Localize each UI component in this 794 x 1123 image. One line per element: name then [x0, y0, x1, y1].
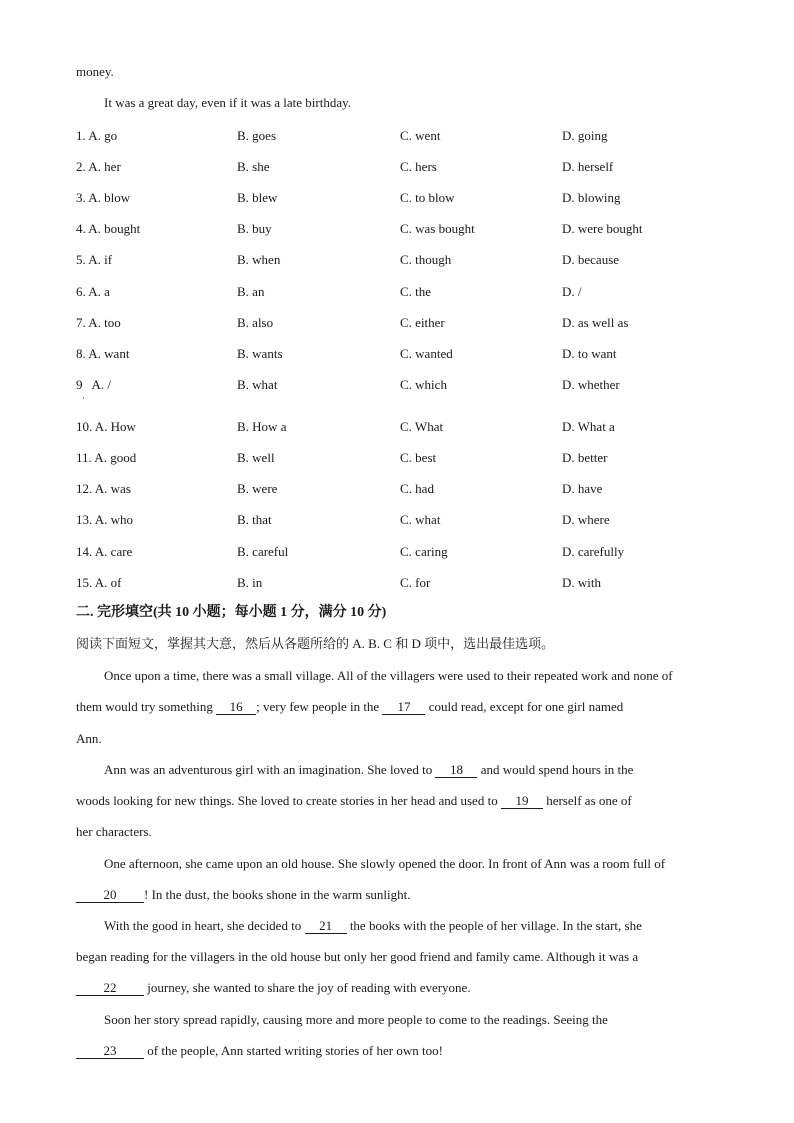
- option-b: B. goes: [237, 128, 276, 143]
- passage-text: herself as one of: [542, 793, 632, 808]
- option-c: C. either: [400, 315, 445, 330]
- option-a: 10. A. How: [76, 419, 136, 434]
- intro-line-1: money.: [76, 64, 114, 79]
- passage-line: Soon her story spread rapidly, causing more and more people to come to the readings. Seeing the: [104, 1012, 608, 1027]
- option-a: 7. A. too: [76, 315, 121, 330]
- option-d: D. where: [562, 512, 610, 527]
- option-c: C. What: [400, 419, 444, 434]
- option-a: 6. A. a: [76, 284, 110, 299]
- blank-20: 20: [76, 888, 144, 903]
- passage-line: [104, 762, 633, 778]
- option-c: C. best: [400, 450, 437, 465]
- passage-text: woods looking for new things. She loved to create stories in her head and used to: [76, 793, 501, 808]
- passage-text: With the good in heart, she decided to: [104, 918, 305, 933]
- option-c: C. what: [400, 512, 441, 527]
- option-a: 9 A. /: [76, 377, 112, 392]
- passage-text: ; very few people in the: [256, 699, 383, 714]
- option-a: 15. A. of: [76, 575, 122, 590]
- passage-line: Ann.: [76, 731, 102, 746]
- passage-text: journey, she wanted to share the joy of reading with everyone.: [144, 980, 471, 995]
- section-heading: 二. 完形填空(共 10 小题；每小题 1 分，满分 10 分): [76, 605, 387, 620]
- option-b: B. what: [237, 377, 278, 392]
- option-d: D. better: [562, 450, 608, 465]
- option-b: B. that: [237, 512, 272, 527]
- option-c: C. had: [400, 481, 434, 496]
- passage-text: could read, except for one girl named: [425, 699, 624, 714]
- option-a: 2. A. her: [76, 159, 121, 174]
- option-d: D. blowing: [562, 190, 621, 205]
- option-b: B. buy: [237, 221, 272, 236]
- passage-line: Once upon a time, there was a small village. All of the villagers were used to their repeated work and none of: [104, 668, 673, 683]
- option-b: B. when: [237, 252, 281, 267]
- passage-line: One afternoon, she came upon an old house. She slowly opened the door. In front of Ann was a room full of: [104, 856, 666, 871]
- option-c: C. the: [400, 284, 432, 299]
- option-b: B. How a: [237, 419, 287, 434]
- option-c: C. though: [400, 252, 452, 267]
- blank-19: 19: [501, 794, 543, 809]
- section-instruction: 阅读下面短文，掌握其大意，然后从各题所给的 A. B. C 和 D 项中，选出最佳选项。: [76, 636, 555, 651]
- option-c: C. for: [400, 575, 431, 590]
- option-a: 13. A. who: [76, 512, 134, 527]
- passage-text: of the people, Ann started writing stories of her own too!: [144, 1043, 443, 1058]
- option-c: C. caring: [400, 544, 448, 559]
- blank-16: 16: [216, 700, 256, 715]
- option-a: 5. A. if: [76, 252, 113, 267]
- option-d: D. going: [562, 128, 608, 143]
- passage-line: [76, 793, 632, 809]
- option-d: D. whether: [562, 377, 620, 392]
- option-b: B. careful: [237, 544, 289, 559]
- option-d: D. What a: [562, 419, 615, 434]
- option-c: C. which: [400, 377, 447, 392]
- option-c: C. wanted: [400, 346, 453, 361]
- option-a: 1. A. go: [76, 128, 118, 143]
- option-d: D. have: [562, 481, 603, 496]
- option-b: B. she: [237, 159, 270, 174]
- option-c: C. to blow: [400, 190, 455, 205]
- option-d: D. as well as: [562, 315, 629, 330]
- option-b: B. also: [237, 315, 274, 330]
- passage-line: [76, 1043, 443, 1059]
- option-d: D. herself: [562, 159, 614, 174]
- option-d: D. were bought: [562, 221, 643, 236]
- option-b: B. in: [237, 575, 263, 590]
- passage-line: [76, 699, 623, 715]
- option-b: B. blew: [237, 190, 278, 205]
- passage-line: [76, 887, 410, 903]
- option-d: D. because: [562, 252, 620, 267]
- passage-text: them would try something: [76, 699, 217, 714]
- passage-line: began reading for the villagers in the old house but only her good friend and family came. Although it was a: [76, 949, 639, 964]
- option-b: B. an: [237, 284, 265, 299]
- blank-18: 18: [435, 763, 477, 778]
- passage-text: Ann was an adventurous girl with an imagination. She loved to: [104, 762, 436, 777]
- option-a: 12. A. was: [76, 481, 131, 496]
- passage-line: [104, 918, 642, 934]
- blank-23: 23: [76, 1044, 144, 1059]
- option-d: D. /: [562, 284, 582, 299]
- option-d: D. with: [562, 575, 601, 590]
- blank-21: 21: [305, 919, 347, 934]
- passage-line: her characters.: [76, 824, 152, 839]
- option-a: 4. A. bought: [76, 221, 141, 236]
- option-c: C. went: [400, 128, 441, 143]
- option-b: B. were: [237, 481, 278, 496]
- option-d: D. carefully: [562, 544, 625, 559]
- option-a: 3. A. blow: [76, 190, 131, 205]
- option-c: C. hers: [400, 159, 437, 174]
- passage-text: the books with the people of her village. In the start, she: [346, 918, 642, 933]
- blank-17: 17: [382, 700, 425, 715]
- option-d: D. to want: [562, 346, 617, 361]
- option-a: 14. A. care: [76, 544, 133, 559]
- passage-text: ! In the dust, the books shone in the warm sunlight.: [144, 887, 411, 902]
- blank-22: 22: [76, 981, 144, 996]
- option-b: B. wants: [237, 346, 283, 361]
- passage-text: and would spend hours in the: [477, 762, 634, 777]
- option-c: C. was bought: [400, 221, 475, 236]
- option-a: 8. A. want: [76, 346, 130, 361]
- option-a: 11. A. good: [76, 450, 137, 465]
- intro-line-2: It was a great day, even if it was a late birthday.: [104, 95, 352, 110]
- stray-mark: ·: [82, 393, 85, 403]
- passage-line: [76, 980, 471, 996]
- option-b: B. well: [237, 450, 275, 465]
